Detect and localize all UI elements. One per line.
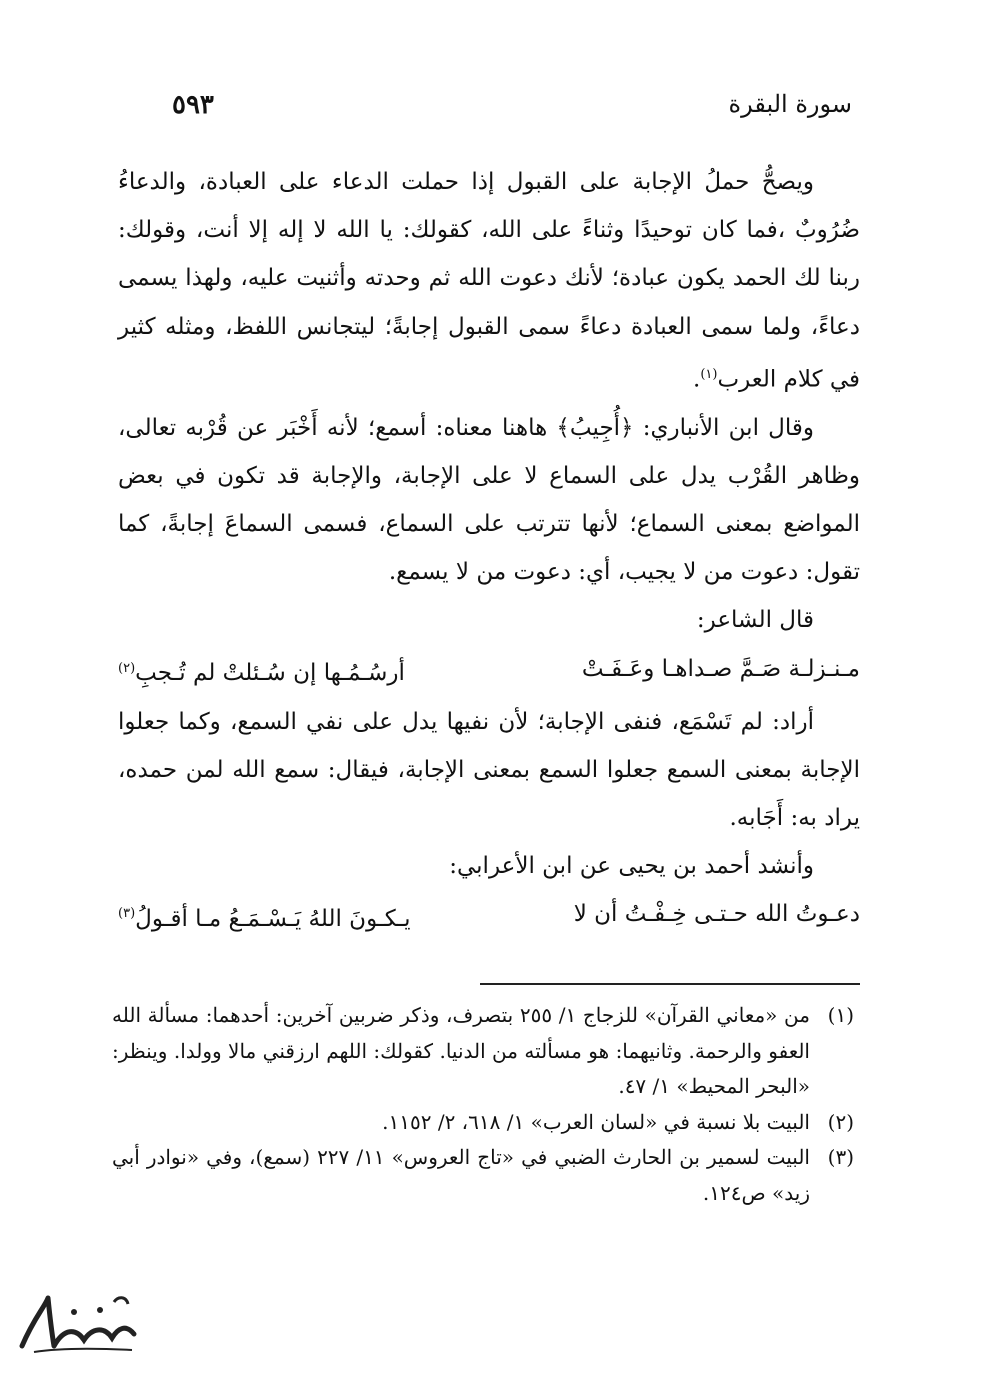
verse-2-second-hemistich-text: يـكـونَ اللهُ يَـسْـمَـعُ مـا أقـولُ [135,906,411,933]
footnotes [112,998,854,1211]
calligraphy-logo-icon [14,1288,144,1358]
surah-title: سورة البقرة [728,90,852,118]
footnote-text: البيت لسمير بن الحارث الضبي في «تاج العروس» ١١/ ٢٢٧ (سمع)، وفي «نوادر أبي زيد» ص١٢٤. [112,1145,810,1205]
footnote-number: (٣) [827,1145,854,1169]
footnote-text: من «معاني القرآن» للزجاج ١/ ٢٥٥ بتصرف، وذكر ضربين آخرين: أحدهما: مسألة الله العفو والرحمة. وثانيهما: هو مسألته من الدنيا. كقولك: اللهم ارزقني مالا وولدا. وينظر: «البحر المحيط» ١/ ٤٧. [112,1003,810,1098]
paragraph-4: أراد: لم تَسْمَع، فنفى الإجابة؛ لأن نفيها يدل على نفي السمع، وكما جعلوا الإجابة بمعنى السمع جعلوا السمع بمعنى الإجابة، فيقال: سمع الله لمن حمده، يراد به: أَجَابه. [118,708,860,831]
footnote-ref-1: (١) [700,366,718,382]
footnote-ref-2: (٢) [118,660,136,676]
verse-1-first-hemistich: مـنـزلـة صَـمَّ صـداهـا وعَـفَـتْ [581,655,860,682]
footnote-3 [112,1140,854,1211]
verse-2-first-hemistich: دعـوتُ الله حـتـى خِـفْـتُ أن لا [573,901,860,928]
footnote-2 [112,1105,854,1141]
footnote-number: (٢) [827,1109,854,1134]
page-header [172,90,852,130]
verse-1 [118,645,860,698]
footnote-ref-3: (٣) [118,906,136,922]
verse-2 [118,890,860,943]
paragraph-1-text: ويصحُّ حملُ الإجابة على القبول إذا حملت الدعاء على العبادة، والدعاءُ ضُرُوبٌ ،فما كان توحيدًا وثناءً على الله، كقولك: يا الله لا إله إلا أنت، وقولك: ربنا لك الحمد يكون عبادة؛ لأنك دعوت الله ثم وحدته وأثنيت عليه، ولهذا يسمى دعاءً، ولما سمى العبادة دعاءً سمى القبول إجابةً؛ ليتجانس اللفظ، ومثله كثير في كلام العرب [118,169,860,393]
footnote-separator [480,983,860,985]
verse-1-second-hemistich-text: أرسُـمُـها إن سُـئلتْ لم تُـجبِ [135,660,405,687]
poet-intro-2: وأنشد أحمد بن يحيى عن ابن الأعرابي: [449,853,814,880]
footnote-number: (١) [827,1003,854,1027]
main-text [118,158,860,943]
footnote-text: البيت بلا نسبة في «لسان العرب» ١/ ٦١٨، ٢/ ١١٥٢. [382,1109,810,1134]
poet-intro-1: قال الشاعر: [696,607,814,634]
verse-2-second-hemistich [118,890,411,943]
verse-1-second-hemistich [118,645,405,698]
footnote-1 [112,998,854,1105]
paragraph-2: وقال ابن الأنباري: ﴿أُجِيبُ﴾ هاهنا معناه: أسمع؛ لأنه أَخْبَر عن قُرْبه تعالى، وظاهر القُرْب يدل على السماع لا على الإجابة، والإجابة قد تكون في بعض المواضع بمعنى السماع؛ لأنها تترتب على السماع، فسمى السماعَ إجابةً، كما تقول: دعوت من لا يجيب، أي: دعوت من لا يسمع. [118,414,860,586]
paragraph-1: ويصحُّ حملُ الإجابة على القبول إذا حملت الدعاء على العبادة، والدعاءُ ضُرُوبٌ ،فما كان توحيدًا وثناءً على الله، كقولك: يا الله لا إله إلا أنت، وقولك: ربنا لك الحمد يكون عبادة؛ لأنك دعوت الله ثم وحدته وأثنيت عليه، ولهذا يسمى دعاءً، ولما سمى العبادة دعاءً سمى القبول إجابةً؛ ليتجانس اللفظ، ومثله كثير في كلام العرب$^{(١)}$. [118,169,860,393]
page-number: ٥٩٣ [172,90,214,120]
